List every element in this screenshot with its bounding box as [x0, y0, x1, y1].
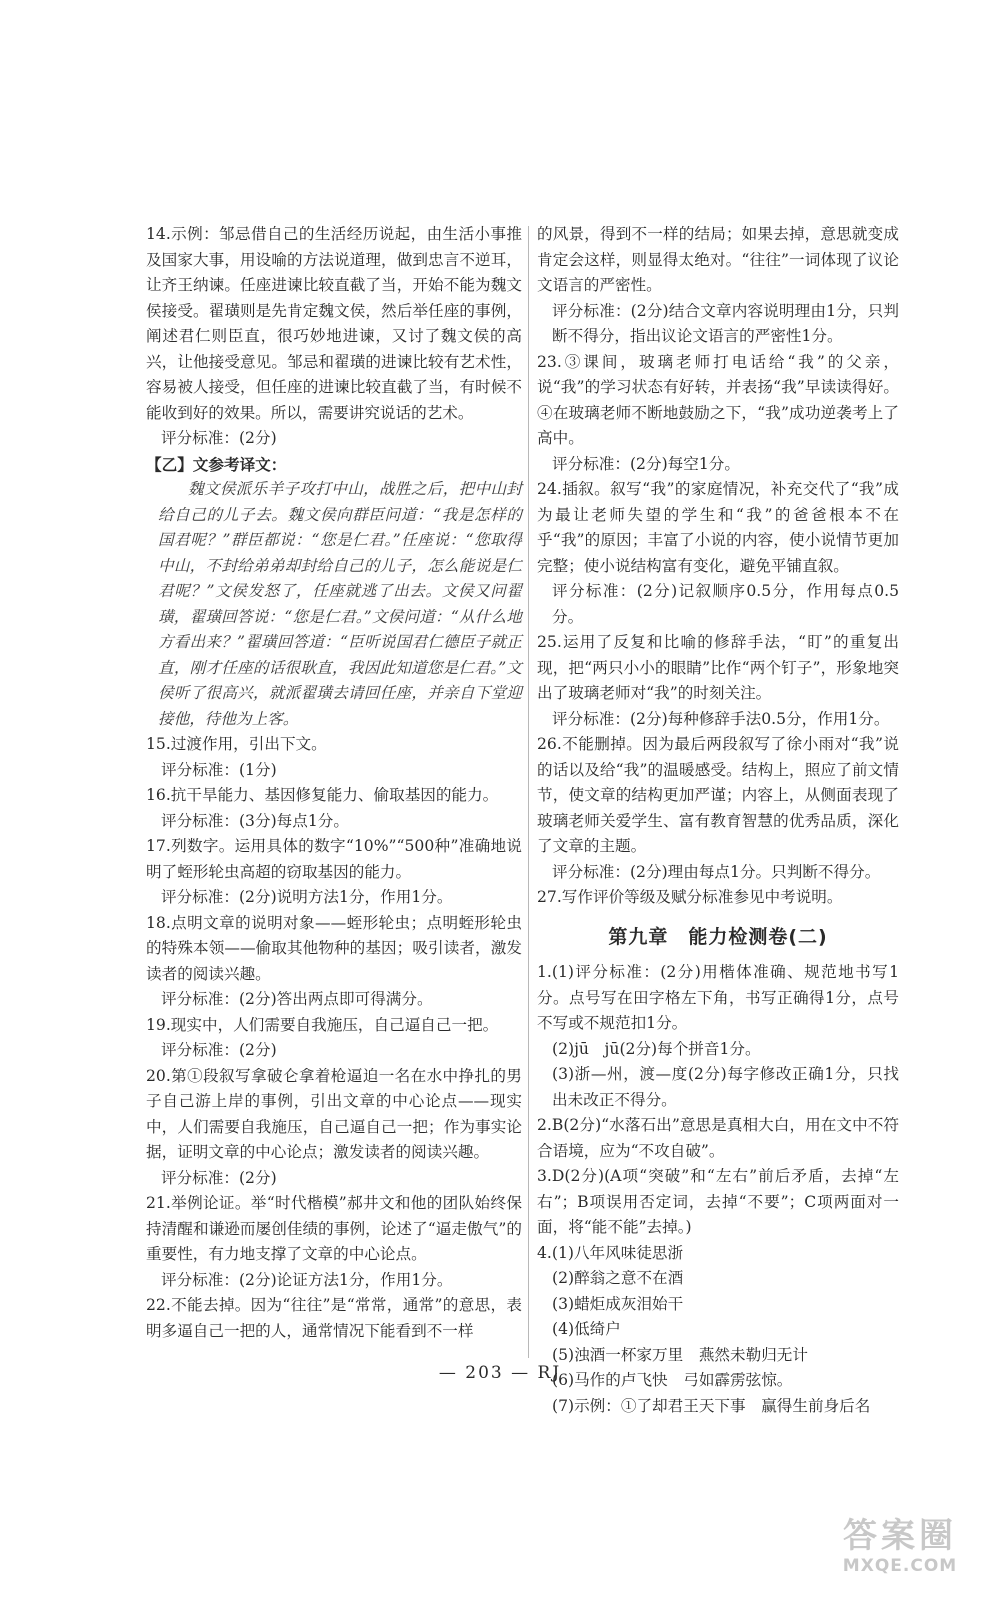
answer-paragraph: 的风景，得到不一样的结局；如果去掉，意思就变成肯定会这样，则显得太绝对。“往往”一词体现了议论文语言的严密性。: [537, 225, 899, 294]
answer-paragraph: 评分标准：(2分)每空1分。: [552, 454, 740, 473]
answer-paragraph: (7)示例：①了却君王天下事 赢得生前身后名: [552, 1396, 871, 1415]
answer-paragraph: 18.点明文章的说明对象——蛭形轮虫；点明蛭形轮虫的特殊本领——偷取其他物种的基因；吸引读者，激发读者的阅读兴趣。: [146, 913, 522, 983]
answer-paragraph: 评分标准：(2分)说明方法1分，作用1分。: [161, 888, 453, 906]
answer-paragraph: 19.现实中，人们需要自我施压，自己逼自己一把。: [146, 1015, 499, 1034]
answer-paragraph: (3)浙—州，渡—度(2分)每字修改正确1分，只找出未改正不得分。: [552, 1065, 899, 1109]
answer-paragraph: 4.(1)八年风味徒思浙: [537, 1243, 684, 1262]
watermark-brand: 答案圈: [843, 1516, 957, 1556]
footer-dash-right: —: [511, 1363, 531, 1383]
answer-paragraph: (5)浊酒一杯家万里 燕然未勒归无计: [552, 1345, 808, 1364]
page-number: 203: [465, 1363, 504, 1383]
answer-paragraph: 21.举例论证。举“时代楷模”郝井文和他的团队始终保持清醒和谦逊而屡创佳绩的事例，论述了“逼走傲气”的重要性，有力地支撑了文章的中心论点。: [146, 1194, 522, 1263]
answer-paragraph: 1.(1)评分标准：(2分)用楷体准确、规范地书写1分。点号写在田字格左下角，书写正确得1分，点号不写或不规范扣1分。: [537, 963, 899, 1032]
answer-paragraph: 23.③课间，玻璃老师打电话给“我”的父亲，说“我”的学习状态有好转，并表扬“我”早读读得好。④在玻璃老师不断地鼓励之下，“我”成功逆袭考上了高中。: [537, 352, 899, 447]
answer-paragraph: 15.过渡作用，引出下文。: [146, 735, 327, 753]
answer-paragraph: 2.B(2分)“水落石出”意思是真相大白，用在文中不符合语境，应为“不攻自破”。: [537, 1116, 899, 1160]
answer-paragraph: 评分标准：(2分)理由每点1分。只判断不得分。: [552, 862, 881, 881]
answer-paragraph: 评分标准：(2分)每种修辞手法0.5分，作用1分。: [552, 709, 890, 728]
answer-paragraph: 评分标准：(2分)论证方法1分，作用1分。: [161, 1270, 453, 1289]
answer-paragraph: 评分标准：(2分): [161, 429, 277, 447]
chapter-heading: 第九章 能力检测卷(二): [608, 925, 828, 948]
answer-paragraph: 26.不能删掉。因为最后两段叙写了徐小雨对“我”说的话以及给“我”的温暖感受。结构上，照应了前文情节，使文章的结构更加严谨；内容上，从侧面表现了玻璃老师关爱学生、富有教育智慧的优秀品质，深化了文章的主题。: [537, 735, 899, 855]
column-divider: [528, 226, 529, 1358]
answer-paragraph: 16.抗干旱能力、基因修复能力、偷取基因的能力。: [146, 786, 499, 804]
answer-paragraph: 魏文侯派乐羊子攻打中山，战胜之后，把中山封给自己的儿子去。魏文侯向群臣问道：“我是怎样的国君呢？”群臣都说：“您是仁君。”任座说：“您取得中山，不封给弟弟却封给自己的儿子，怎么能说是仁君呢？”文侯发怒了，任座就逃了出去。文侯又问翟璜，翟璜回答说：“您是仁君。”文侯问道：“从什么地方看出来？”翟璜回答道：“臣听说国君仁德臣子就正直，刚才任座的话很耿直，我因此知道您是仁君。”文侯听了很高兴，就派翟璜去请回任座，并亲自下堂迎接他，待他为上客。: [158, 480, 522, 728]
answer-paragraph: 评分标准：(2分)记叙顺序0.5分，作用每点0.5分。: [552, 582, 899, 626]
answer-paragraph: (2)jū jū(2分)每个拼音1分。: [552, 1039, 761, 1058]
right-column: [537, 222, 899, 1419]
watermark-logo: [820, 1516, 980, 1586]
page-footer: [420, 1363, 580, 1383]
left-column: [146, 222, 522, 1344]
answer-paragraph: 评分标准：(1分): [161, 760, 277, 779]
answer-paragraph: 17.列数字。运用具体的数字“10%”“500种”准确地说明了蛭形轮虫高超的窃取基因的能力。: [146, 837, 522, 881]
answer-paragraph: (4)低绮户: [552, 1320, 621, 1338]
answer-paragraph: 22.不能去掉。因为“往往”是“常常，通常”的意思，表明多逼自己一把的人，通常情况下能看到不一样: [146, 1296, 523, 1340]
answer-paragraph: (3)蜡炬成灰泪始干: [552, 1294, 684, 1313]
answer-paragraph: 14.示例：邹忌借自己的生活经历说起，由生活小事推及国家大事，用设喻的方法说道理，做到忠言不逆耳，让齐王纳谏。任座进谏比较直截了当，开始不能为魏文侯接受。翟璜则是先肯定魏文侯，然后举任座的事例，阐述君仁则臣直，很巧妙地进谏，又讨了魏文侯的高兴，让他接受意见。邹忌和翟璜的进谏比较有艺术性，容易被人接受，但任座的进谏比较直截了当，有时候不能收到好的效果。所以，需要讲究说话的艺术。: [146, 225, 522, 422]
answer-paragraph: 25.运用了反复和比喻的修辞手法，“盯”的重复出现，把“两只小小的眼睛”比作“两个钉子”，形象地突出了玻璃老师对“我”的时刻关注。: [537, 633, 899, 702]
answer-paragraph: 评分标准：(2分): [161, 1168, 277, 1187]
answer-paragraph: 评分标准：(3分)每点1分。: [161, 811, 349, 830]
answer-paragraph: (6)马作的卢飞快 弓如霹雳弦惊。: [552, 1371, 793, 1389]
answer-paragraph: 27.写作评价等级及赋分标准参见中考说明。: [537, 888, 843, 906]
answer-paragraph: (2)醉翁之意不在酒: [552, 1269, 684, 1287]
section-label: 【乙】文参考译文：: [146, 454, 287, 474]
answer-paragraph: 24.插叙。叙写“我”的家庭情况，补充交代了“我”成为最让老师失望的学生和“我”的爸爸根本不在乎“我”的原因；丰富了小说的内容，使小说情节更加完整；使小说结构富有变化，避免平铺直叙。: [537, 480, 900, 575]
answer-paragraph: 评分标准：(2分): [161, 1041, 277, 1059]
watermark-url: MXQE.COM: [842, 1556, 958, 1576]
footer-dash-left: —: [438, 1363, 458, 1383]
answer-paragraph: 20.第①段叙写拿破仑拿着枪逼迫一名在水中挣扎的男子自己游上岸的事例，引出文章的中心论点——现实中，人们需要自我施压，自己逼自己一把；作为事实论据，证明文章的中心论点；激发读者的阅读兴趣。: [146, 1066, 522, 1161]
edition-label: RJ: [537, 1363, 562, 1383]
answer-paragraph: 评分标准：(2分)结合文章内容说明理由1分，只判断不得分，指出议论文语言的严密性1分。: [552, 301, 899, 345]
answer-paragraph: 3.D(2分)(A项“突破”和“左右”前后矛盾，去掉“左右”；B项误用否定词，去掉“不要”；C项两面对一面，将“能不能”去掉。): [537, 1167, 899, 1236]
answer-paragraph: 评分标准：(2分)答出两点即可得满分。: [161, 990, 433, 1008]
